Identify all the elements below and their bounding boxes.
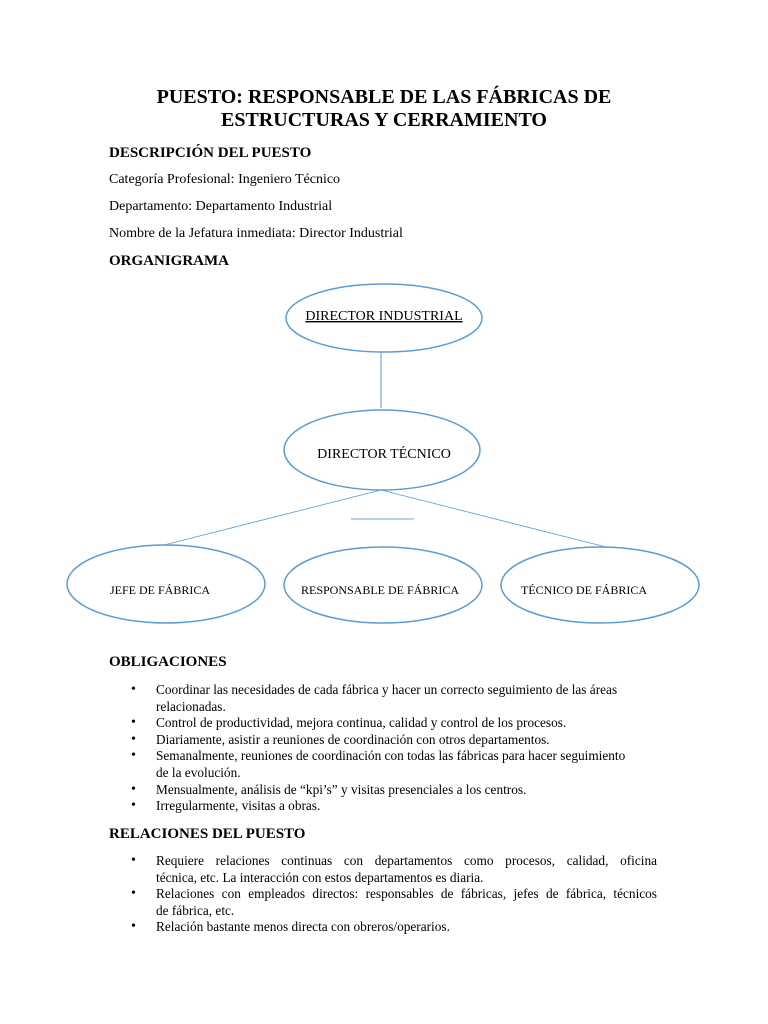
label-tecnico-de-fabrica: TÉCNICO DE FÁBRICA	[520, 583, 648, 597]
obligaciones-list	[109, 682, 657, 815]
node-tecnico-de-fabrica	[501, 547, 699, 623]
descripcion-heading: DESCRIPCIÓN DEL PUESTO	[109, 145, 312, 161]
list-item: • Diariamente, asistir a reuniones de coordinación con otros departamentos.	[109, 732, 657, 749]
node-jefe-de-fabrica	[67, 545, 265, 623]
label-director-tecnico: DIRECTOR TÉCNICO	[317, 447, 451, 462]
list-item: • Irregularmente, visitas a obras.	[109, 798, 657, 815]
list-item: • Requiere relaciones continuas con departamentos como procesos, calidad, oficina técnica, etc. La interacción con estos departamentos es diaria.	[109, 853, 657, 886]
label-director-industrial: DIRECTOR INDUSTRIAL	[305, 309, 463, 324]
obligaciones-heading: OBLIGACIONES	[109, 654, 227, 670]
list-item: • Control de productividad, mejora continua, calidad y control de los procesos.	[109, 715, 657, 732]
relaciones-list	[109, 853, 657, 936]
list-item: • Relación bastante menos directa con obreros/operarios.	[109, 919, 657, 936]
categoria-profesional: Categoría Profesional: Ingeniero Técnico	[109, 172, 341, 187]
connector-middle-right	[381, 490, 606, 547]
label-jefe-de-fabrica: JEFE DE FÁBRICA	[110, 583, 211, 597]
list-item: • Mensualmente, análisis de “kpi’s” y visitas presenciales a los centros.	[109, 782, 657, 799]
title-line-1: PUESTO: RESPONSABLE DE LAS FÁBRICAS DE	[156, 86, 612, 108]
page-title	[100, 86, 668, 132]
list-item: • Semanalmente, reuniones de coordinación con todas las fábricas para hacer seguimiento de la evolución.	[109, 748, 657, 781]
node-director-industrial	[286, 284, 482, 352]
jefatura-inmediata: Nombre de la Jefatura inmediata: Director Industrial	[109, 226, 403, 241]
connector-middle-left	[160, 490, 381, 546]
list-item: • Coordinar las necesidades de cada fábrica y hacer un correcto seguimiento de las áreas relacionadas.	[109, 682, 657, 715]
node-director-tecnico	[284, 410, 480, 490]
relaciones-heading: RELACIONES DEL PUESTO	[109, 826, 306, 842]
label-responsable-de-fabrica: RESPONSABLE DE FÁBRICA	[300, 583, 460, 597]
organigrama-heading: ORGANIGRAMA	[109, 253, 229, 269]
node-responsable-de-fabrica	[284, 547, 482, 623]
departamento: Departamento: Departamento Industrial	[109, 199, 333, 214]
list-item: • Relaciones con empleados directos: responsables de fábricas, jefes de fábrica, técnicos de fábrica, etc.	[109, 886, 657, 919]
title-line-2: ESTRUCTURAS Y CERRAMIENTO	[221, 109, 547, 131]
org-chart	[0, 270, 768, 650]
